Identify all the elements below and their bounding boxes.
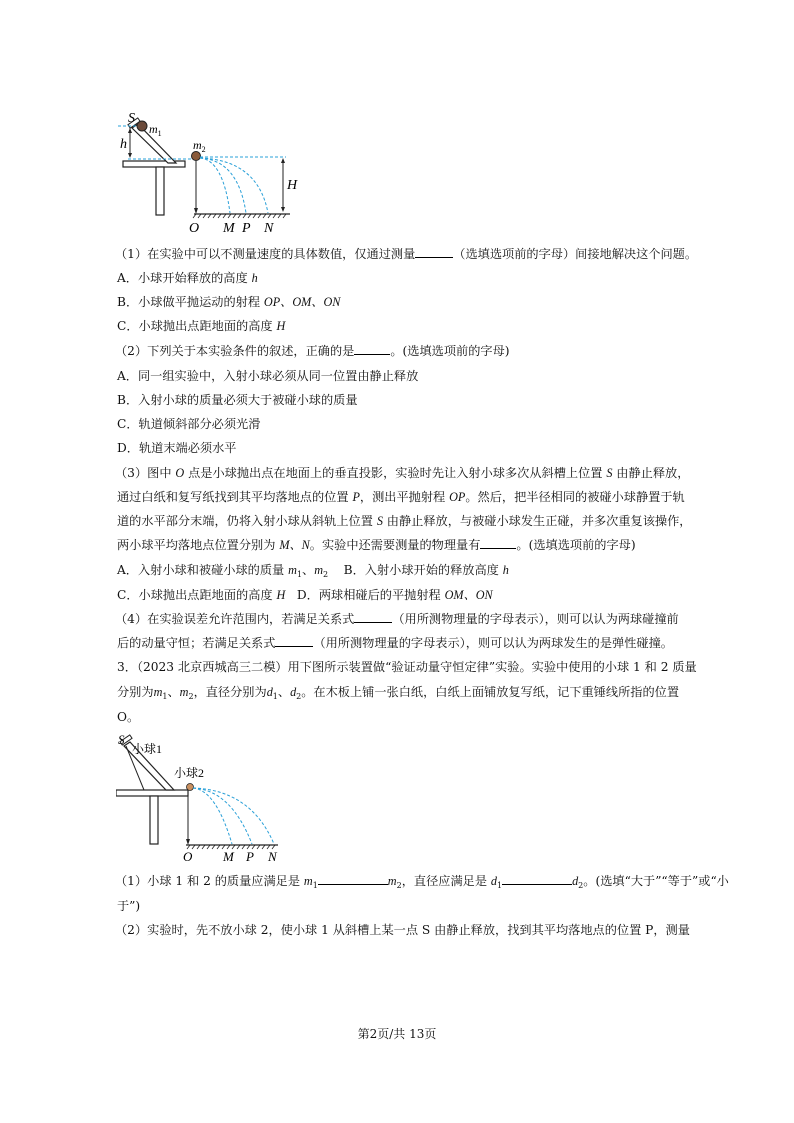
page-footer: 第2页/共 13页 <box>357 1027 437 1041</box>
ball-2 <box>187 784 194 791</box>
q1-s3-line2: 通过白纸和复写纸找到其平均落地点的位置 P，测出平抛射程 OP。然后，把半径相同的被碰小球静置于轨 <box>117 490 685 504</box>
experiment-diagram-2 <box>116 732 286 864</box>
q1-s1-option-b: B．小球做平抛运动的射程 OP、OM、ON <box>117 295 341 309</box>
label-ball1: 小球1 <box>132 742 163 756</box>
answer-blank[interactable] <box>318 873 388 885</box>
q3-s2-line1: （2）实验时，先不放小球 2，使小球 1 从斜槽上某一点 S 由静止释放，找到其平均落地点的位置 P，测量 <box>115 923 690 937</box>
ball-m2 <box>192 152 201 161</box>
label-S: S <box>118 732 125 747</box>
label-S: S <box>128 111 135 126</box>
label-H: H <box>287 178 298 193</box>
q3-stem-line1: 3．（2023 北京西城高三二模）用下图所示装置做“验证动量守恒定律”实验。实验中使用的小球 1 和 2 质量 <box>117 660 697 674</box>
label-M: M <box>223 221 235 234</box>
q1-s1-stem: （1）在实验中可以不测量速度的具体数值，仅通过测量 （选填选项前的字母）间接地解决这个问题。 <box>115 247 698 261</box>
q1-s3-options-cd: C．小球抛出点距地面的高度 H D．两球相碰后的平抛射程 OM、ON <box>117 588 493 602</box>
experiment-diagram-1 <box>118 108 298 234</box>
q1-s4-line1: （4）在实验误差允许范围内，若满足关系式 （用所测物理量的字母表示），则可以认为两球碰撞前 <box>115 612 679 626</box>
label-N: N <box>264 221 274 234</box>
label-O: O <box>183 849 193 864</box>
q1-s1-option-a: A．小球开始释放的高度 h <box>117 271 258 285</box>
q3-stem-line2: 分别为$m_1$、$m_2$，直径分别为$d_1$、$d_2$。在木板上铺一张白纸，白纸上面铺放复写纸，记下重锤线所指的位置 <box>117 685 680 701</box>
ball-m1 <box>137 121 147 131</box>
q1-s4-line2: 后的动量守恒；若满足关系式 （用所测物理量的字母表示），则可以认为两球发生的是弹性碰撞。 <box>117 636 673 650</box>
q1-s2-option-b: B．入射小球的质量必须大于被碰小球的质量 <box>117 393 358 407</box>
q1-s1-option-c: C．小球抛出点距地面的高度 H <box>117 319 286 333</box>
q3-s1-line1: （1）小球 1 和 2 的质量应满足是 $m_1$ $m_2$，直径应满足是 $d_1$ $d_2$。(选填“大于”“等于”或“小 <box>115 874 729 890</box>
answer-blank[interactable] <box>354 611 392 623</box>
label-m1: $m_1$ <box>149 122 162 138</box>
q1-s3-line1: （3）图中 O 点是小球抛出点在地面上的垂直投影，实验时先让入射小球多次从斜槽上位置 S 由静止释放， <box>115 466 690 480</box>
q1-s2-option-c: C．轨道倾斜部分必须光滑 <box>117 417 261 431</box>
label-m2: $m_2$ <box>193 138 206 154</box>
label-N: N <box>268 849 277 864</box>
q1-s2-option-d: D．轨道末端必须水平 <box>117 441 237 455</box>
q1-s3-line4: 两小球平均落地点位置分别为 M、N。实验中还需要测量的物理量有 。(选填选项前的字母) <box>117 538 636 552</box>
label-h: h <box>120 137 127 152</box>
q1-s2-option-a: A．同一组实验中，入射小球必须从同一位置由静止释放 <box>117 369 419 383</box>
answer-blank[interactable] <box>354 343 390 355</box>
label-O: O <box>189 221 200 234</box>
answer-blank[interactable] <box>480 537 516 549</box>
label-M: M <box>223 849 234 864</box>
answer-blank[interactable] <box>275 635 313 647</box>
q1-s3-options-ab: A．入射小球和被碰小球的质量 $m_1$、$m_2$ B．入射小球开始的释放高度 h <box>117 563 509 579</box>
q1-s2-stem: （2）下列关于本实验条件的叙述，正确的是 。(选填选项前的字母) <box>115 344 510 358</box>
label-ball2: 小球2 <box>174 766 205 780</box>
label-P: P <box>246 849 254 864</box>
label-P: P <box>242 221 251 234</box>
q3-stem-line3: O。 <box>117 710 140 724</box>
q1-s3-line3: 道的水平部分末端，仍将入射小球从斜轨上位置 S 由静止释放，与被碰小球发生正碰，并多次重复该操作， <box>117 514 692 528</box>
answer-blank[interactable] <box>502 873 572 885</box>
q3-s1-line2: 于”) <box>117 899 141 913</box>
answer-blank[interactable] <box>415 246 453 258</box>
